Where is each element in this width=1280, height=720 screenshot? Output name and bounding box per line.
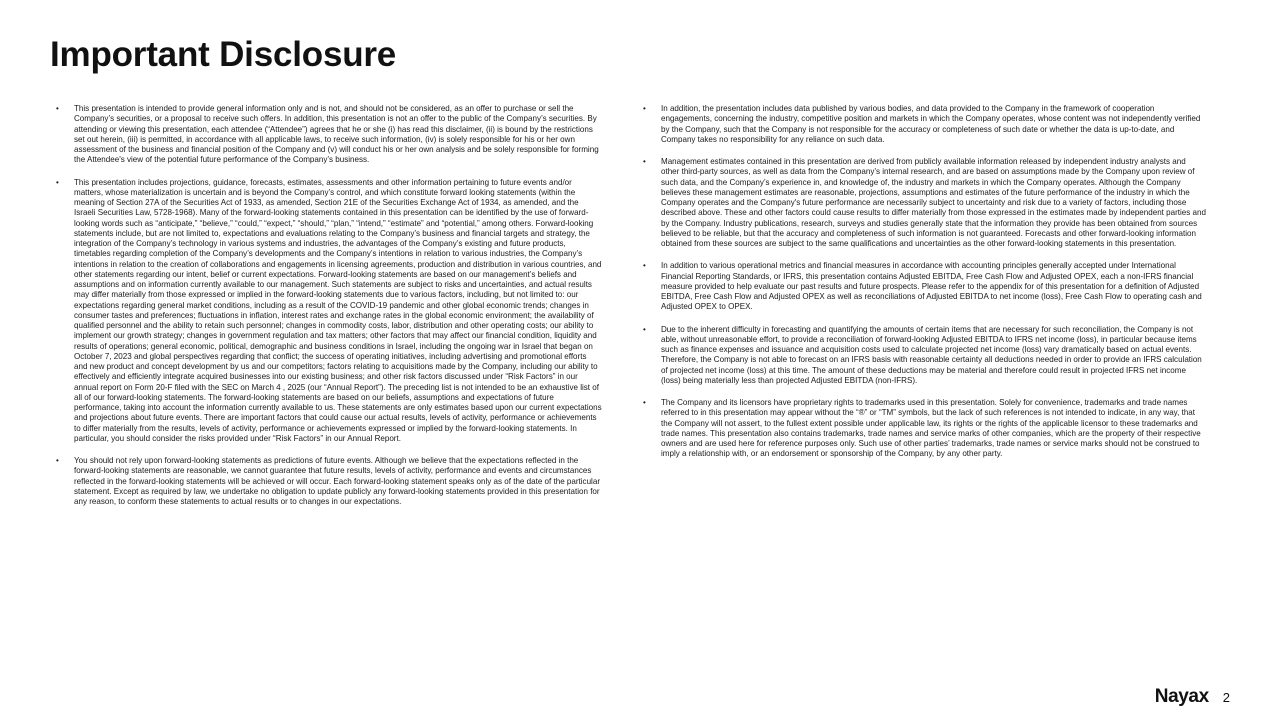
bullet: • — [643, 398, 646, 407]
disclosure-paragraph — [56, 104, 602, 166]
disclosure-paragraph — [56, 178, 602, 445]
bullet: • — [56, 104, 59, 113]
page-number: 2 — [1222, 690, 1230, 705]
bullet: • — [56, 177, 59, 187]
disclosure-column-right — [643, 104, 1206, 472]
paragraph-text: This presentation is intended to provide general information only and is not, and should not be considered, as an offer to purchase or sell the Company’s securities, or a proposal to receive such offers. In addition, this presentation is not an offer to the public of the Company’s securities. By attending or viewing this presentation, each attendee (“Attendee”) agrees that he or she (i) has read this disclaimer, (ii) is bound by the restrictions set out herein, (iii) is permitted, in accordance with all applicable laws, to receive such information, (iv) is solely responsible for his or her own assessment of the business and financial position of the Company and (v) will conduct his or her own analysis and be solely responsible for forming the Attendee's view of the potential future performance of the Company’s business. — [74, 104, 599, 165]
paragraph-text: This presentation includes projections, guidance, forecasts, estimates, assessments and other information pertaining to future events and/or matters, whose materialization is uncertain and is beyond the Company’s control, and which constitute forward looking statements (within the meaning of Section 27A of the Securities Act of 1933, as amended, Section 21E of the Securities Exchange Act of 1934, as amended, and the Israeli Securities Law, 5728-1968). Many of the forward-looking statements contained in this presentation can be identified by the use of forward-looking words such as “anticipate,” “believe,” “could,” “expect,” “should,” “plan,” “intend,” “estimate” and “potential,” among others. Forward-looking statements include, but are not limited to, expectations and evaluations relating to the Company’s business and financial targets and strategy, the integration of the Company’s technology in various systems and industries, the advantages of the Company’s existing and future products, timetables regarding completion of the Company’s developments and the Company’s intentions in relation to various industries, the Company’s intentions in relation to the creation of collaborations and engagements in licensing agreements, production and distribution in various countries, and other statements regarding our intent, belief or current expectations. Forward-looking statements are based on our management’s beliefs and assumptions and on information currently available to our management. Such statements are subject to risks and uncertainties, and actual results may differ materially from those expressed or implied in the forward-looking statements due to various factors, including, but not limited to: our expectations regarding general market conditions, including as a result of the COVID-19 pandemic and other global economic trends; changes in consumer tastes and preferences; fluctuations in inflation, interest rates and exchange rates in the global economic environment; the availability of qualified personnel and the ability to retain such personnel; changes in commodity costs, labor, distribution and other operating costs; our ability to implement our growth strategy; changes in government regulation and tax matters; other factors that may affect our financial condition, liquidity and results of operations; general economic, political, demographic and business conditions in Israel, including the ongoing war in Israel that began on October 7, 2023 and global perspectives regarding that conflict; the success of operating initiatives, including advertising and promotional efforts and new product and concept development by us and our competitors; factors relating to acquisitions made by the Company, including our ability to effectively and efficiently integrate acquired businesses into our existing business; and other risk factors discussed under “Risk Factors” in our annual report on Form 20-F filed with the SEC on March 4 , 2025 (our “Annual Report”). The preceding list is not intended to be an exhaustive list of all of our forward-looking statements. The forward-looking statements are based on our beliefs, assumptions and expectations of future performance, taking into account the information currently available to us. These statements are only estimates based upon our current expectations and projections about future events. There are important factors that could cause our actual results, levels of activity, performance or achievements to differ materially from the results, levels of activity, performance or achievements expressed or implied by the forward-looking statements. In particular, you should consider the risks provided under “Risk Factors” in our Annual Report. — [74, 177, 602, 443]
bullet: • — [643, 157, 646, 166]
paragraph-text: In addition to various operational metrics and financial measures in accordance with accounting principles generally accepted under International Financial Reporting Standards, or IFRS, this presentation contains Adjusted EBITDA, Free Cash Flow and Adjusted OPEX, each a non-IFRS financial measure provided to help evaluate our past results and future prospects. Please refer to the appendix for of this presentation for a definition of Adjusted EBITDA, Free Cash Flow and Adjusted OPEX as well as reconciliations of Adjusted EBITDA to net income (loss), Free Cash Flow to operating cash and Adjusted OPEX to OPEX. — [661, 261, 1202, 312]
bullet: • — [56, 456, 59, 465]
paragraph-text: You should not rely upon forward-looking statements as predictions of future events. Although we believe that the expectations reflected in the forward-looking statements are reasonable, we cannot guarantee that future results, levels of activity, performance and events and circumstances reflected in the forward-looking statements will be achieved or will occur. Each forward-looking statement speaks only as of the date of the particular statement. Except as required by law, we undertake no obligation to update publicly any forward-looking statements provided in this presentation for any reason, to conform these statements to actual results or to changes in our expectations. — [74, 456, 600, 506]
page-title: Important Disclosure — [50, 35, 397, 74]
disclosure-paragraph — [643, 398, 1206, 460]
disclosure-column-left — [56, 104, 602, 519]
disclosure-paragraph — [643, 157, 1206, 249]
paragraph-text: Due to the inherent difficulty in forecasting and quantifying the amounts of certain items that are necessary for such reconciliation, the Company is not able, without unreasonable effort, to provide a reconciliation of forward-looking Adjusted EBITDA to IFRS net income (loss), in particular because items such as finance expenses and issuance and acquisition costs used to calculate projected net income (loss) vary dramatically based on actual events. Therefore, the Company is not able to forecast on an IFRS basis with reasonable certainty all deductions needed in order to provide an IFRS calculation of projected net income (loss) at this time. The amount of these deductions may be material and therefore could result in projected IFRS net income (loss) being materially less than projected Adjusted EBITDA (non-IFRS). — [661, 324, 1202, 385]
disclosure-paragraph — [56, 456, 602, 507]
bullet: • — [643, 324, 646, 334]
disclosure-paragraph — [643, 104, 1206, 145]
bullet: • — [643, 261, 646, 271]
disclosure-paragraph — [643, 325, 1206, 387]
footer — [1155, 686, 1230, 708]
disclosure-paragraph — [643, 261, 1206, 312]
bullet: • — [643, 104, 646, 113]
nayax-logo: Nayax — [1154, 686, 1209, 707]
paragraph-text: Management estimates contained in this presentation are derived from publicly available information released by independent industry analysts and other third-party sources, as well as data from the Company’s internal research, and are based on assumptions made by the Company upon review of such data, and the Company’s experience in, and knowledge of, the industry and markets in which the Company operates. Although the Company believes these management estimates are reasonable, projections, assumptions and estimates of the future performance of the industry in which the Company operates and the Company's future performance are necessarily subject to uncertainty and risk due to a variety of factors, including those described above. These and other factors could cause results to differ materially from those expressed in the estimates made by independent parties and by the Company. Industry publications, research, surveys and studies generally state that the information they provide has been obtained from sources believed to be reliable, but that the accuracy and completeness of such information is not guaranteed. Forecasts and other forward-looking information obtained from these sources are subject to the same qualifications and uncertainties as the other forward-looking statements in this presentation. — [661, 157, 1206, 248]
paragraph-text: The Company and its licensors have proprietary rights to trademarks used in this presentation. Solely for convenience, trademarks and trade names referred to in this presentation may appear without the “®” or “TM” symbols, but the lack of such references is not intended to indicate, in any way, that the Company will not assert, to the fullest extent possible under applicable law, its rights or the rights of the applicable licensor to these trademarks and trade names. This presentation also contains trademarks, trade names and service marks of other companies, which are the property of their respective owners and are used here for reference purposes only. Such use of other parties’ trademarks, trade names or service marks should not be construed to imply a relationship with, or an endorsement or sponsorship of the Company, by any other party. — [661, 398, 1201, 459]
paragraph-text: In addition, the presentation includes data published by various bodies, and data provided to the Company in the framework of cooperation engagements, concerning the industry, competitive position and markets in which the Company operates, whose content was not independently verified by the Company, such that the Company is not responsible for the accuracy or completeness of such date or whether the data is up-to-date, and Company takes no responsibility for any reliance on such data. — [661, 104, 1201, 144]
